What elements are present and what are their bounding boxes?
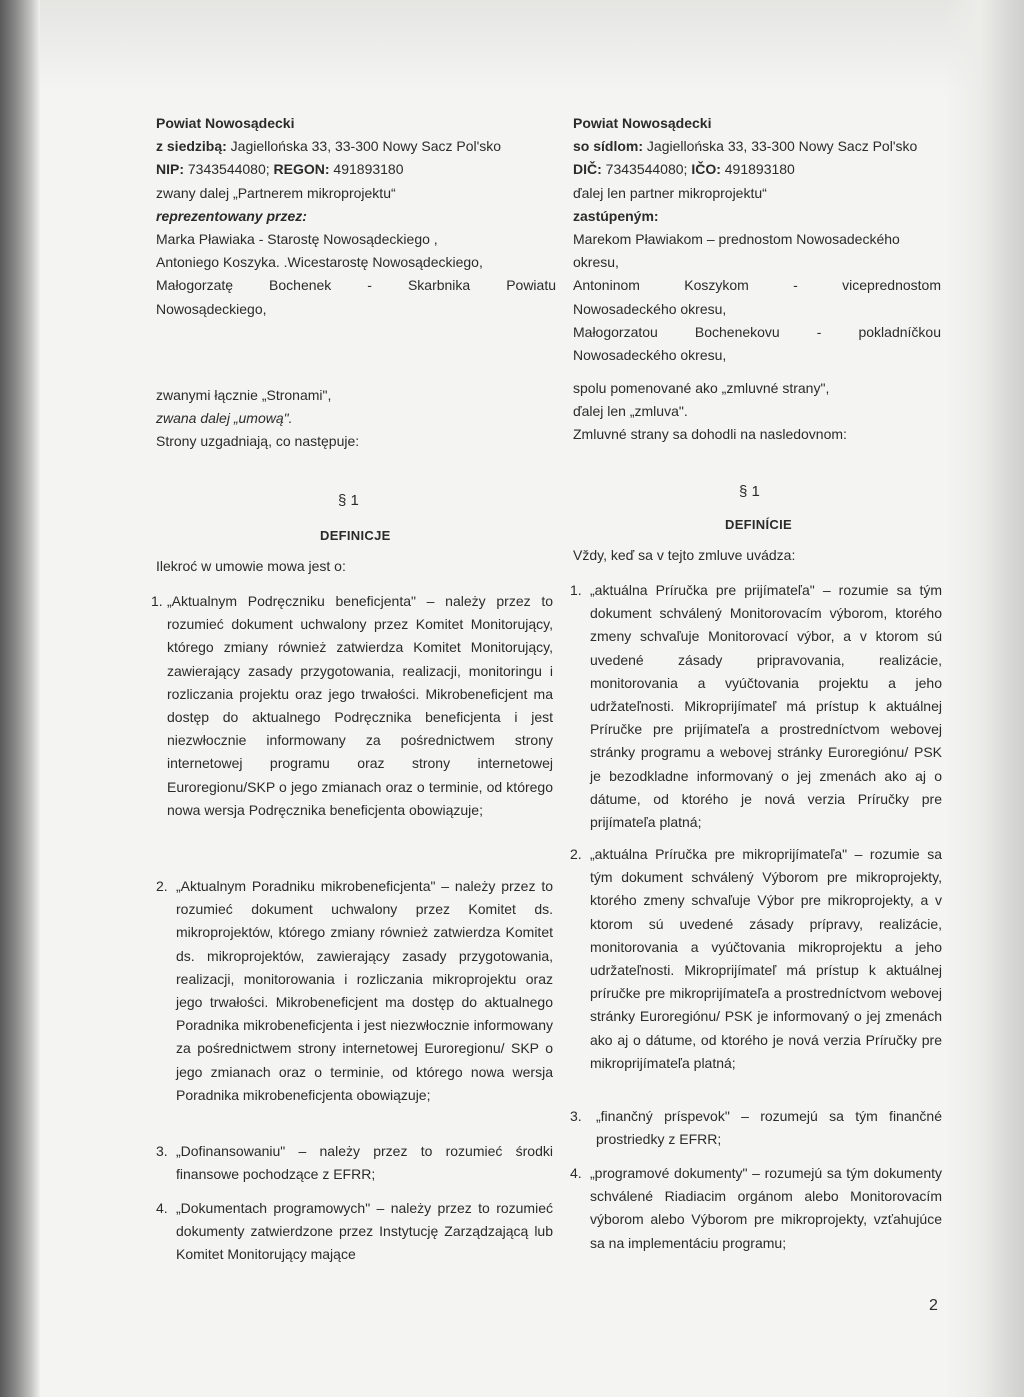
left-parties-line-1: zwanymi łącznie „Stronami", [156,387,332,403]
right-item-1 [570,579,942,834]
left-item-2-number: 2. [156,878,168,894]
right-item-3-number: 3. [570,1108,582,1124]
right-rep-4: Nowosadeckého okresu, [573,347,727,364]
left-item-1-number: 1. [151,593,163,609]
left-item-4-number: 4. [156,1200,168,1216]
right-parties-line-2: ďalej len „zmluva". [573,403,688,420]
right-parties-line-1: spolu pomenované ako „zmluvné strany", [573,380,830,396]
right-parties-line-3: Zmluvné strany sa dohodli na nasledovnom: [573,426,847,443]
scan-edge-left [0,0,40,1397]
left-item-4 [156,1197,553,1267]
right-rep-1b: okresu, [573,254,619,271]
right-seat-line: so sídlom: Jagiellońska 33, 33-300 Nowy Sacz Pol'sko [573,138,918,155]
left-item-2 [156,875,553,1107]
right-item-2-text: „aktuálna Príručka pre mikroprijímateľa" – rozumie sa tým dokument schválený Výborom pre mikroprojekty, ktorého zmeny schvaľuje Výbor pre mikroprojekty, a v ktorom sú uvedené zásady prípravy, realizácie, monitorovania a vyúčtovania mikroprojektu a jeho udržateľnosti. Mikroprijímateľ má prístup k aktuálnej príručke pre mikroprijímateľa a prostredníctvom webovej stránky Euroregiónu/ PSK je informovaný o jej zmenách ako aj o dátume, od ktorého je nová verzia Príručky pre mikroprijímateľa platná; [590,846,942,1071]
right-rep-2: Antoninom Koszykom - viceprednostom [573,277,941,294]
left-parties-summary [156,384,556,454]
right-item-3-text: „finančný príspevok" – rozumejú sa tým finančné prostriedky z EFRR; [596,1108,942,1148]
right-party-block [573,112,941,367]
scan-top-smudge [40,0,990,90]
right-section-title: DEFINÍCIE [725,517,792,532]
left-item-1-text: „Aktualnym Podręczniku beneficjenta" – należy przez to rozumieć dokument uchwalony przez Komitet Monitorujący, którego zmiany również zatwierdza Komitet Monitorujący, zawierający zasady przygotowania, realizacji, monitoringu i rozliczania projektu oraz jego trwałości. Mikrobeneficjent ma dostęp do aktualnego Podręcznika beneficjenta i jest niezwłocznie informowany za pośrednictwem strony internetowej programu oraz strony internetowej Euroregionu/SKP o jego zmianach oraz o terminie, od którego nowa wersja Podręcznika beneficjenta obowiązuje; [167,593,553,818]
right-parties-summary [573,377,941,447]
left-rep-4: Nowosądeckiego, [156,300,267,317]
left-item-3-text: „Dofinansowaniu" – należy przez to rozumieć środki finansowe pochodzące z EFRR; [176,1143,553,1183]
left-id-line: NIP: 7343544080; REGON: 491893180 [156,161,404,178]
right-item-1-number: 1. [570,582,582,598]
right-represented-by: zastúpeným: [573,207,659,224]
left-item-4-text: „Dokumentach programowych" – należy przez to rozumieć dokumenty zatwierdzone przez Instytucję Zarządzającą lub Komitet Monitorujący mające [176,1200,553,1263]
right-section-mark: § 1 [739,483,760,500]
left-party-block [156,112,556,321]
left-party-name: Powiat Nowosądecki [156,115,295,131]
right-called: ďalej len partner mikroprojektu“ [573,184,767,201]
right-id-line: DIČ: 7343544080; IČO: 491893180 [573,161,795,178]
right-item-1-text: „aktuálna Príručka pre prijímateľa" – rozumie sa tým dokument schválený Monitorovacím výborom, ktorého zmeny schvaľuje Monitorovací výbor, a v ktorom sú uvedené zásady pripravovania, realizácie, monitorovania a vyúčtovania projektu a jeho udržateľnosti. Mikroprijímateľ má prístup k aktuálnej Príručke pre prijímateľa a prostredníctvom webovej stránky programu a webovej stránky Euroregiónu/ PSK je bezodkladne informovaný o jej zmenách ako aj o dátume, od ktorého je nová verzia Príručky pre prijímateľa platná; [590,582,942,831]
left-represented-by: reprezentowany przez: [156,207,307,224]
left-item-2-text: „Aktualnym Poradniku mikrobeneficjenta" – należy przez to rozumieć dokument uchwalony przez Komitet ds. mikroprojektów, którego zmiany również zatwierdza Komitet ds. mikroprojektów, zawierający zasady przygotowania, realizacji, monitorowania i rozliczania mikroprojektu oraz jego trwałości. Mikrobeneficjent ma dostęp do aktualnego Poradnika mikrobeneficjenta i jest niezwłocznie informowany za pośrednictwem strony internetowej Euroregionu/ SKP o jego zmianach oraz o terminie, od którego nowa wersja Poradnika mikrobeneficjenta obowiązuje; [176,878,553,1103]
right-item-3 [570,1105,942,1151]
right-item-4 [570,1162,942,1255]
page-number: 2 [929,1297,938,1314]
left-rep-2: Antoniego Koszyka. .Wicestarostę Nowosądeckiego, [156,254,483,271]
right-item-4-text: „programové dokumenty" – rozumejú sa tým dokumenty schválené Riadiacim orgánom alebo Monitorovacím výborom alebo Výborom pre mikroprojekty, vzťahujúce sa na implementáciu programu; [590,1165,942,1251]
left-seat-line: z siedzibą: Jagiellońska 33, 33-300 Nowy Sacz Pol'sko [156,138,502,155]
right-rep-2b: Nowosadeckého okresu, [573,300,727,317]
right-item-2-number: 2. [570,846,582,862]
left-item-3 [156,1140,553,1186]
left-item-1 [151,590,553,822]
left-item-3-number: 3. [156,1143,168,1159]
left-rep-3: Małogorzatę Bochenek - Skarbnika Powiatu [156,277,556,294]
right-party-name: Powiat Nowosądecki [573,115,712,131]
left-section-mark: § 1 [338,492,359,509]
left-section-title: DEFINICJE [320,528,391,543]
right-rep-3: Małogorzatou Bochenekovu - pokladníčkou [573,323,941,340]
left-rep-1: Marka Pławiaka - Starostę Nowosądeckiego , [156,231,438,248]
left-called: zwany dalej „Partnerem mikroprojektu“ [156,184,396,201]
right-item-2 [570,843,942,1075]
right-intro: Vždy, keď sa v tejto zmluve uvádza: [573,547,796,563]
right-rep-1: Marekom Pławiakom – prednostom Nowosadeckého [573,231,900,248]
left-parties-line-3: Strony uzgadniają, co następuje: [156,433,360,450]
left-parties-line-2: zwana dalej „umową". [156,410,293,427]
right-item-4-number: 4. [570,1165,582,1181]
left-intro: Ilekroć w umowie mowa jest o: [156,558,346,574]
scan-edge-right [944,0,1024,1397]
